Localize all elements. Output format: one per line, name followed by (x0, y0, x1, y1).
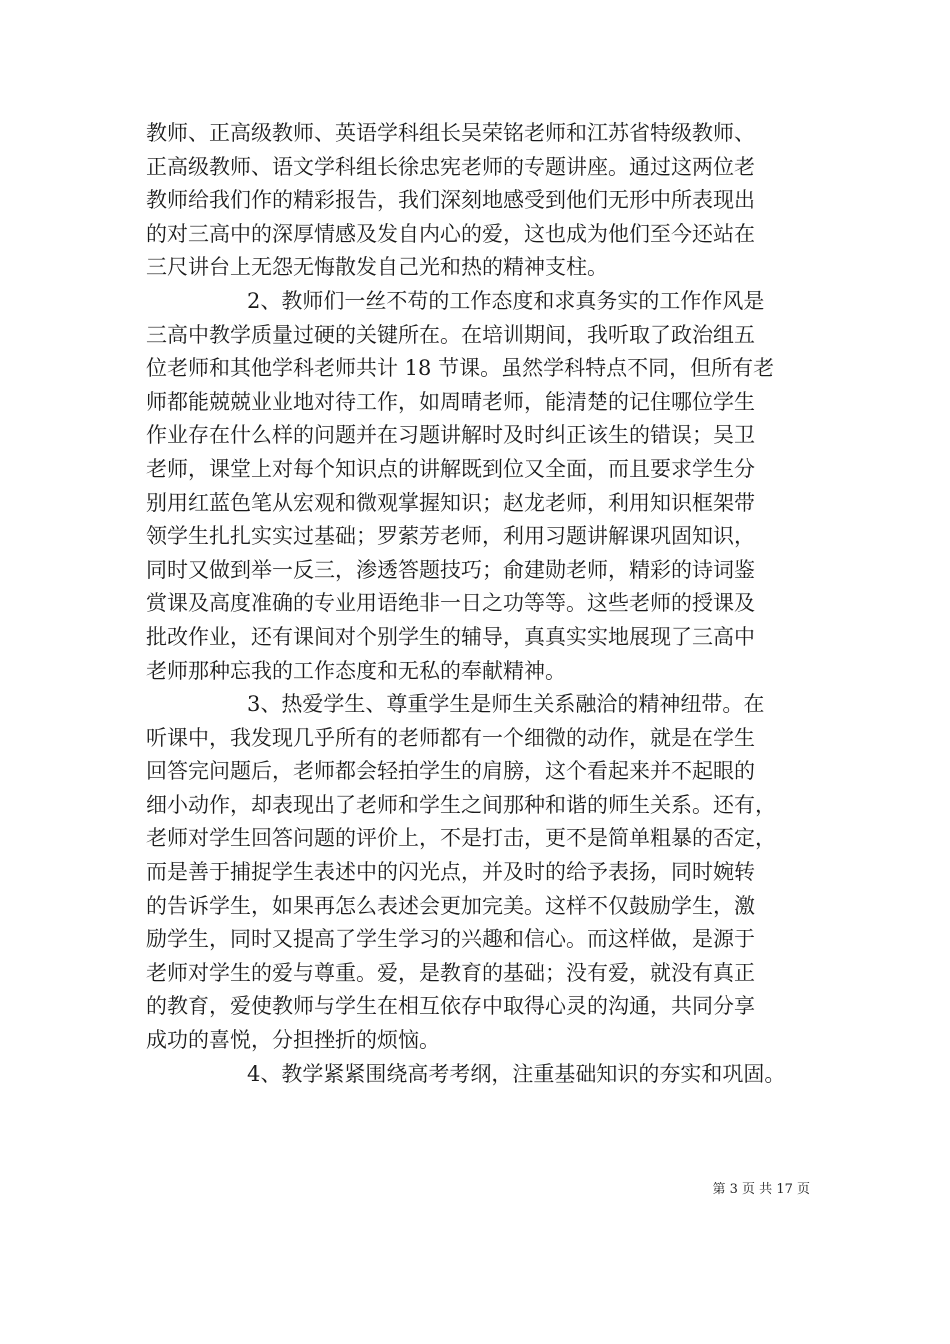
paragraph-4-start: 4、教学紧紧围绕高考考纲，注重基础知识的夯实和巩固。 (247, 1061, 786, 1086)
text-line: 的告诉学生，如果再怎么表述会更加完美。这样不仅鼓励学生，激 (146, 893, 755, 918)
text-line: 师都能兢兢业业地对待工作，如周晴老师，能清楚的记住哪位学生 (146, 389, 755, 414)
text-line: 位老师和其他学科老师共计 18 节课。虽然学科特点不同，但所有老 (146, 356, 775, 381)
text-line: 成功的喜悦，分担挫折的烦恼。 (146, 1028, 440, 1053)
text-line: 励学生，同时又提高了学生学习的兴趣和信心。而这样做，是源于 (146, 927, 755, 952)
text-line: 同时又做到举一反三，渗透答题技巧；俞建勋老师，精彩的诗词鉴 (146, 557, 755, 582)
text-line: 作业存在什么样的问题并在习题讲解时及时纠正该生的错误；吴卫 (146, 423, 755, 448)
body-text (146, 117, 812, 1091)
text-line: 老师对学生回答问题的评价上，不是打击，更不是简单粗暴的否定， (146, 826, 776, 851)
text-line: 批改作业，还有课间对个别学生的辅导，真真实实地展现了三高中 (146, 624, 755, 649)
text-line: 回答完问题后，老师都会轻拍学生的肩膀，这个看起来并不起眼的 (146, 759, 755, 784)
text-line: 老师那种忘我的工作态度和无私的奉献精神。 (146, 658, 566, 683)
text-line: 老师，课堂上对每个知识点的讲解既到位又全面，而且要求学生分 (146, 456, 755, 481)
paragraph-2-start: 2、教师们一丝不苟的工作态度和求真务实的工作作风是 (247, 288, 765, 313)
text-line: 的对三高中的深厚情感及发自内心的爱，这也成为他们至今还站在 (146, 221, 755, 246)
page-footer: 第 3 页 共 17 页 (712, 1182, 810, 1197)
paragraph-3-start: 3、热爱学生、尊重学生是师生关系融洽的精神纽带。在 (247, 692, 765, 717)
text-line: 三尺讲台上无怨无悔散发自己光和热的精神支柱。 (146, 255, 608, 280)
text-line: 而是善于捕捉学生表述中的闪光点，并及时的给予表扬，同时婉转 (146, 860, 755, 885)
text-line: 的教育，爱使教师与学生在相互依存中取得心灵的沟通，共同分享 (146, 994, 755, 1019)
text-line: 别用红蓝色笔从宏观和微观掌握知识；赵龙老师，利用知识框架带 (146, 490, 755, 515)
text-line: 老师对学生的爱与尊重。爱，是教育的基础；没有爱，就没有真正 (146, 960, 755, 985)
text-line: 听课中，我发现几乎所有的老师都有一个细微的动作，就是在学生 (146, 725, 755, 750)
text-line: 细小动作，却表现出了老师和学生之间那种和谐的师生关系。还有， (146, 792, 776, 817)
text-line: 赏课及高度准确的专业用语绝非一日之功等等。这些老师的授课及 (146, 591, 755, 616)
text-line: 三高中教学质量过硬的关键所在。在培训期间，我听取了政治组五 (146, 322, 755, 347)
text-line: 正高级教师、语文学科组长徐忠宪老师的专题讲座。通过这两位老 (146, 154, 755, 179)
text-line: 领学生扎扎实实过基础；罗萦芳老师，利用习题讲解课巩固知识， (146, 524, 755, 549)
text-line: 教师、正高级教师、英语学科组长吴荣铭老师和江苏省特级教师、 (146, 121, 755, 145)
text-line: 教师给我们作的精彩报告，我们深刻地感受到他们无形中所表现出 (146, 188, 755, 213)
